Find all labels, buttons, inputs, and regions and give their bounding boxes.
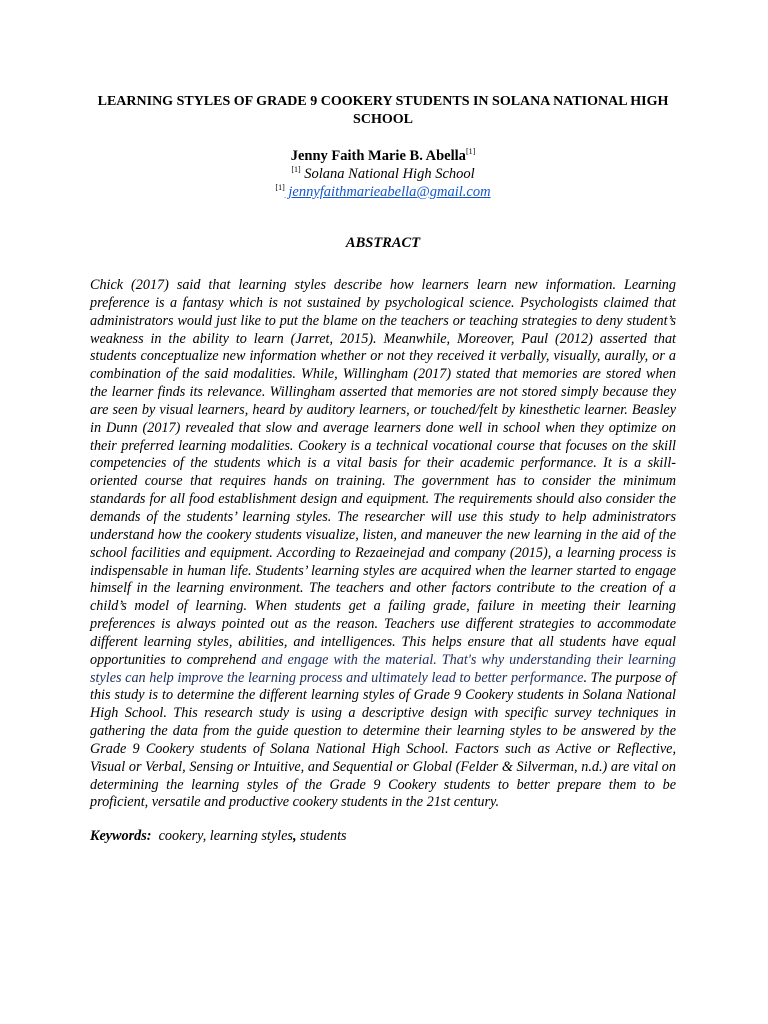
keywords-list-part1: cookery, learning styles [151, 827, 293, 844]
abstract-text-part1: Chick (2017) said that learning styles describe how learners learn new information. Learning preference is a fantasy which is not sustained by psychological science. Psychologists claimed that administrators would just like to put the blame on the teachers or teaching strategies to deny student’s weakness in the ability to learn (Jarret, 2015). Meanwhile, Moreover, Paul (2012) asserted that students conceptualize new information whether or not they received it verbally, visually, aurally, or a combination of the said modalities. While, Willingham (2017) stated that memories are stored when the learner finds its relevance. Willingham asserted that memories are not stored simply because they are seen by visual learners, heard by auditory learners, or touched/felt by kinesthetic learner. Beasley in Dunn (2017) revealed that slow and average learners done well in school when they optimize on their preferred learning modalities. Cookery is a technical vocational course that focuses on the skill competencies of the students which is a vital basis for their academic performance. It is a skill- oriented course that requires hands on training. The government has to consider the minimum standards for all food establishment design and equipment. The requirements should also consider the demands of the students’ learning styles. The researcher will use this study to help administrators understand how the cookery students visualize, listen, and maneuver the new learning in the aid of the school facilities and equipment. According to Rezaeinejad and company (2015), a learning process is indispensable in human life. Students’ learning styles are acquired when the learner started to engage himself in the learning environment. The teachers and other factors contribute to the creation of a child’s model of learning. When students get a failing grade, failure in meeting their learning preferences is always pointed out as the reason. Teachers use different strategies to accommodate different learning styles, abilities, and intelligences. This helps ensure that all students have equal opportunities to comprehend [90, 277, 676, 668]
author-email-link[interactable]: jennyfaithmarieabella@gmail.com [284, 184, 491, 200]
keywords-comma: , [292, 827, 297, 844]
email-superscript: [1] [275, 183, 285, 192]
keywords-label: Keywords: [90, 827, 152, 844]
affiliation: Solana National High School [304, 166, 475, 182]
author-name: Jenny Faith Marie B. Abella [290, 148, 466, 164]
abstract-body [90, 277, 676, 812]
affiliation-line [90, 165, 676, 183]
abstract-heading: ABSTRACT [345, 235, 421, 251]
paper-title: LEARNING STYLES OF GRADE 9 COOKERY STUDENTS IN SOLANA NATIONAL HIGH SCHOOL [97, 94, 669, 127]
affiliation-superscript: [1] [291, 165, 301, 174]
paper-page [90, 93, 676, 845]
abstract-text-highlighted: and engage with the material. That's why understanding their learning styles can help improve the learning process and ultimately lead to better performance [90, 651, 676, 686]
keywords-list-part2: students [296, 827, 347, 844]
email-line [90, 183, 676, 201]
author-superscript: [1] [465, 147, 476, 156]
author-line [90, 147, 676, 165]
author-block [90, 147, 676, 201]
keywords-line [90, 827, 676, 845]
abstract-text-part3: . The purpose of this study is to determine the different learning styles of Grade 9 Cookery students in Solana National High School. This research study is using a descriptive design with specific survey techniques in gathering the data from the guide question to determine their learning styles to be answered by the Grade 9 Cookery students of Solana National High School. Factors such as Active or Reflective, Visual or Verbal, Sensing or Intuitive, and Sequential or Global (Felder & Silverman, n.d.) are vital on determining the learning styles of the Grade 9 Cookery students to better prepare them to be proficient, versatile and productive cookery students in the 21st century. [90, 669, 676, 811]
